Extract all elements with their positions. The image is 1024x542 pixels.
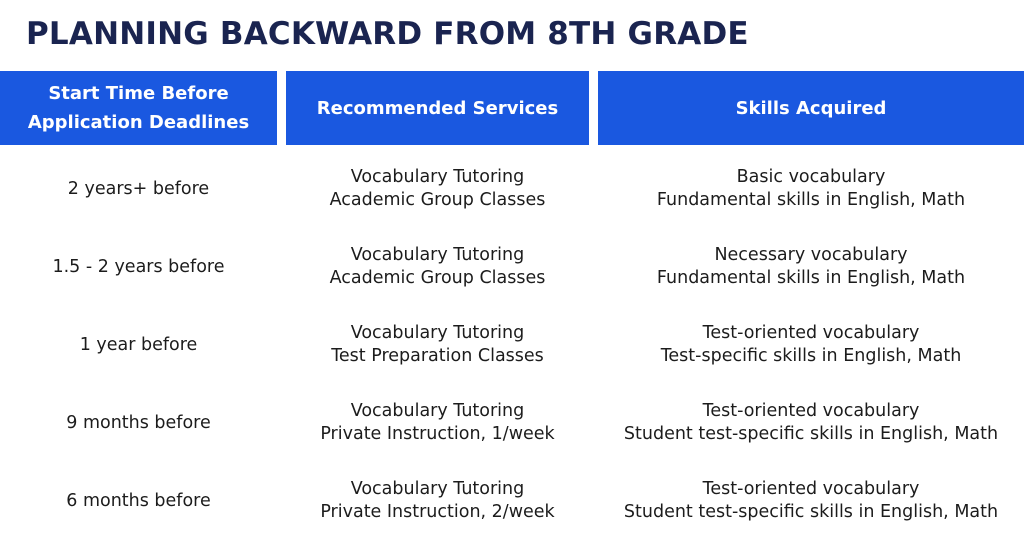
skills-cell (598, 228, 1024, 306)
skill-item: Fundamental skills in English, Math (656, 268, 966, 288)
skill-item: Test-oriented vocabulary (702, 401, 920, 421)
start-time-cell (0, 306, 277, 384)
service-item: Vocabulary Tutoring (350, 401, 525, 421)
start-time-cell (0, 462, 277, 540)
services-cell (286, 462, 589, 540)
service-item: Vocabulary Tutoring (350, 167, 525, 187)
column-header-start-time (0, 71, 277, 145)
start-time-cell (0, 150, 277, 228)
table-body (0, 150, 1024, 540)
skill-item: Student test-specific skills in English, Math (623, 502, 999, 522)
skill-item: Student test-specific skills in English, Math (623, 424, 999, 444)
skill-item: Test-oriented vocabulary (702, 323, 920, 343)
skill-item: Test-specific skills in English, Math (660, 346, 962, 366)
skills-cell (598, 462, 1024, 540)
service-item: Private Instruction, 1/week (320, 424, 555, 444)
service-item: Vocabulary Tutoring (350, 323, 525, 343)
start-time-text: 1.5 - 2 years before (52, 256, 225, 277)
services-cell (286, 150, 589, 228)
start-time-text: 1 year before (79, 334, 198, 355)
services-cell (286, 384, 589, 462)
skills-cell (598, 150, 1024, 228)
service-item: Academic Group Classes (329, 268, 546, 288)
skills-cell (598, 384, 1024, 462)
service-item: Private Instruction, 2/week (320, 502, 555, 522)
page-title: PLANNING BACKWARD FROM 8TH GRADE (26, 16, 749, 52)
column-header-skills (598, 71, 1024, 145)
services-cell (286, 306, 589, 384)
column-header-start-time-line1: Start Time Before (48, 83, 229, 104)
skill-item: Basic vocabulary (736, 167, 886, 187)
column-header-services (286, 71, 589, 145)
table-row (0, 462, 1024, 540)
start-time-text: 9 months before (66, 412, 211, 433)
start-time-text: 6 months before (66, 490, 211, 511)
skill-item: Fundamental skills in English, Math (656, 190, 966, 210)
services-cell (286, 228, 589, 306)
service-item: Vocabulary Tutoring (350, 479, 525, 499)
skill-item: Necessary vocabulary (714, 245, 908, 265)
start-time-cell (0, 384, 277, 462)
table-row (0, 306, 1024, 384)
table-row (0, 228, 1024, 306)
service-item: Academic Group Classes (329, 190, 546, 210)
table-row (0, 150, 1024, 228)
column-header-services-label: Recommended Services (316, 97, 559, 119)
column-header-skills-label: Skills Acquired (735, 97, 887, 119)
skills-cell (598, 306, 1024, 384)
skill-item: Test-oriented vocabulary (702, 479, 920, 499)
column-header-start-time-line2: Application Deadlines (27, 112, 250, 133)
table-row (0, 384, 1024, 462)
start-time-cell (0, 228, 277, 306)
start-time-text: 2 years+ before (67, 178, 210, 199)
service-item: Vocabulary Tutoring (350, 245, 525, 265)
service-item: Test Preparation Classes (331, 346, 544, 366)
